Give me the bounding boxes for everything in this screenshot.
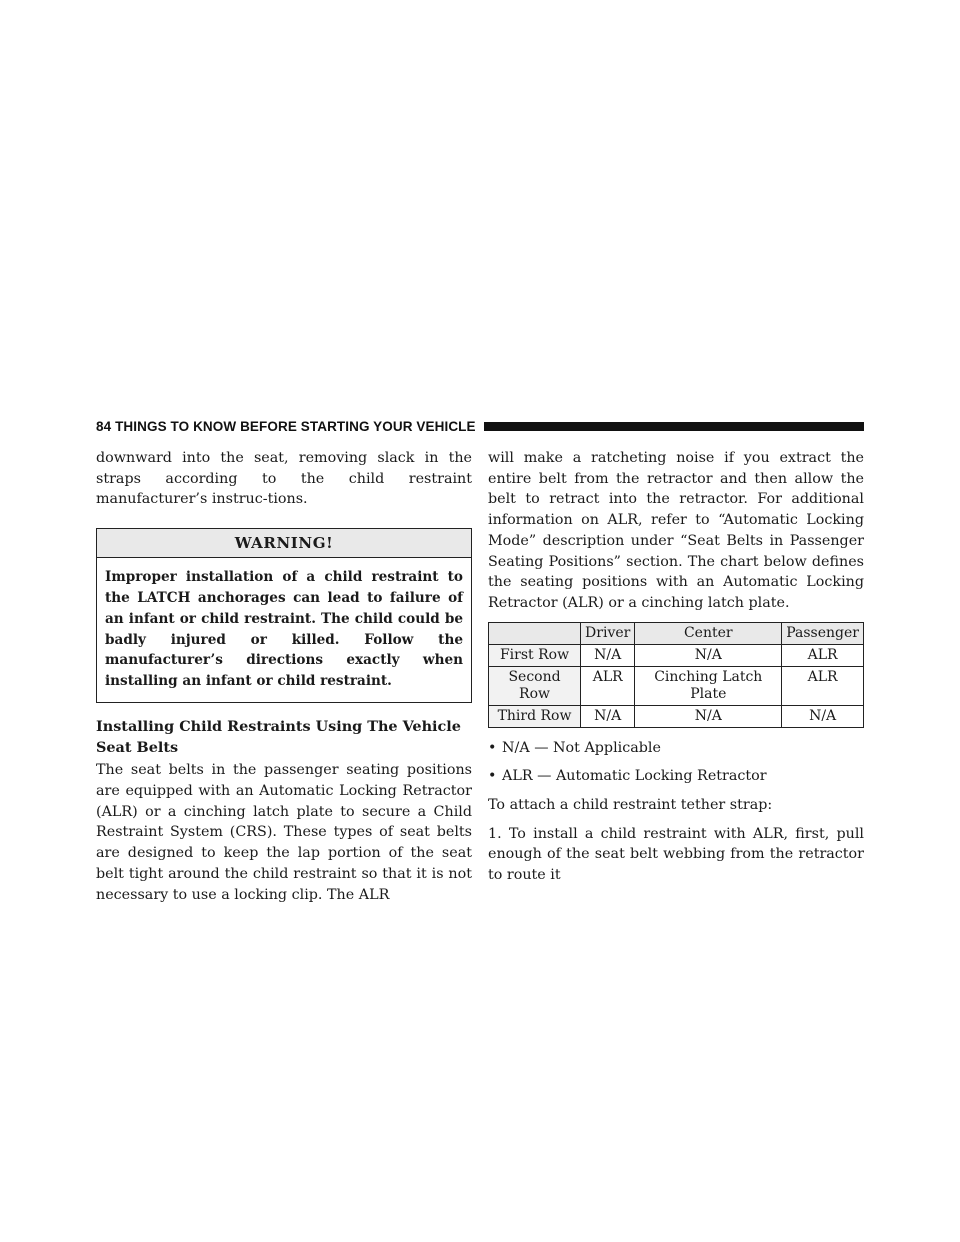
seating-position-table xyxy=(488,622,864,728)
list-item-text: N/A — Not Applicable xyxy=(502,739,661,756)
alr-paragraph: will make a ratcheting noise if you extract the entire belt from the retractor and then allow the belt to retract into the retractor. For additional information on ALR, refer to “Automatic Locking Mode” description under “Seat Belts in Passenger Seating Positions” section. The chart below defines the seating positions with an Automatic Locking Retractor (ALR) or a cinching latch plate. xyxy=(488,450,864,611)
list-item xyxy=(488,766,864,787)
table-cell: N/A xyxy=(635,644,782,666)
warning-box xyxy=(96,528,472,703)
table-row-label: First Row xyxy=(489,644,581,666)
continued-paragraph: downward into the seat, removing slack in the straps according to the child restraint manufacturer’s instruc-tions. xyxy=(96,450,472,508)
table-row xyxy=(489,705,864,727)
list-item xyxy=(488,738,864,759)
bullet-icon: • xyxy=(488,739,497,756)
table-header-cell: Center xyxy=(635,622,782,644)
list-item-text: ALR — Automatic Locking Retractor xyxy=(502,768,767,785)
table-header-cell xyxy=(489,622,581,644)
seat-belt-paragraph: The seat belts in the passenger seating positions are equipped with an Automatic Locking Retractor (ALR) or a cinching latch plate to secure a Child Restraint System (CRS). These types of seat belts are designed to keep the lap portion of the seat belt tight around the child restraint so that it is not necessary to use a locking clip. The ALR xyxy=(96,762,472,903)
step-1-paragraph: 1. To install a child restraint with ALR, first, pull enough of the seat belt webbing from the retractor to route it xyxy=(488,825,864,884)
section-heading: Installing Child Restraints Using The Vehicle Seat Belts xyxy=(96,717,461,756)
table-cell: N/A xyxy=(782,705,864,727)
table-header-cell: Driver xyxy=(581,622,635,644)
page-header xyxy=(96,416,864,436)
left-column xyxy=(96,448,472,905)
table-cell: ALR xyxy=(581,666,635,705)
tether-intro: To attach a child restraint tether strap: xyxy=(488,797,773,814)
page-number-and-section: 84 THINGS TO KNOW BEFORE STARTING YOUR VEHICLE xyxy=(96,418,476,434)
table-row-label: Third Row xyxy=(489,705,581,727)
table-header-cell: Passenger xyxy=(782,622,864,644)
table-row xyxy=(489,666,864,705)
table-row-label: Second Row xyxy=(489,666,581,705)
table-cell: N/A xyxy=(635,705,782,727)
table-cell: N/A xyxy=(581,644,635,666)
right-column xyxy=(488,448,864,886)
table-cell: ALR xyxy=(782,644,864,666)
table-cell: N/A xyxy=(581,705,635,727)
header-rule xyxy=(484,422,864,431)
warning-text: Improper installation of a child restraint to the LATCH anchorages can lead to failure of an infant or child restraint. The child could be badly injured or killed. Follow the manufacturer’s directions exactly when installing an infant or child restraint. xyxy=(97,558,471,702)
abbreviation-list xyxy=(488,738,864,787)
table-header-row xyxy=(489,622,864,644)
table-row xyxy=(489,644,864,666)
warning-title: WARNING! xyxy=(97,529,471,558)
table-cell: Cinching Latch Plate xyxy=(635,666,782,705)
table-cell: ALR xyxy=(782,666,864,705)
bullet-icon: • xyxy=(488,768,497,785)
